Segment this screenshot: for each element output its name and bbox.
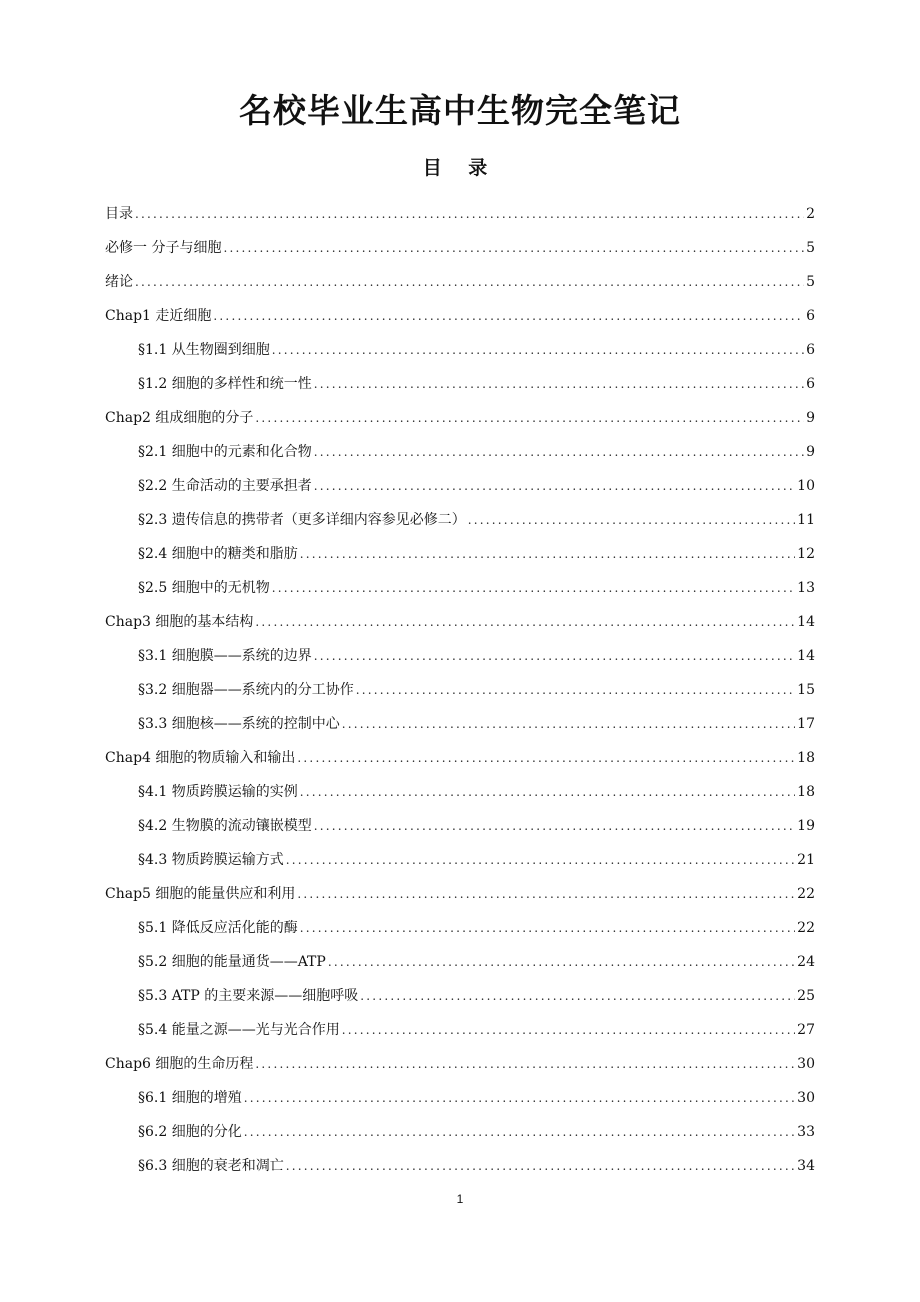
toc-entry-label: §2.5 细胞中的无机物: [138, 580, 270, 596]
toc-chapter-entry[interactable]: [105, 1050, 815, 1084]
toc-chapter-entry[interactable]: [105, 302, 815, 336]
toc-entry-page: 9: [806, 410, 815, 426]
toc-chapter-entry[interactable]: [105, 200, 815, 234]
toc-chapter-entry[interactable]: [105, 404, 815, 438]
toc-entry-label: §2.4 细胞中的糖类和脂肪: [138, 546, 298, 562]
toc-dot-leader: [300, 914, 795, 942]
toc-entry-page: 30: [797, 1056, 815, 1072]
toc-dot-leader: [135, 200, 804, 228]
toc-entry-page: 30: [797, 1090, 815, 1106]
toc-entry-label: §5.1 降低反应活化能的酶: [138, 920, 298, 936]
toc-chapter-entry[interactable]: [105, 744, 815, 778]
toc-section-entry[interactable]: [105, 1152, 815, 1186]
toc-section-entry[interactable]: [105, 574, 815, 608]
toc-entry-label: Chap5 细胞的能量供应和利用: [105, 886, 296, 902]
toc-entry-page: 12: [797, 546, 815, 562]
toc-entry-page: 14: [797, 614, 815, 630]
page-number: 1: [456, 1192, 464, 1206]
toc-entry-page: 5: [806, 240, 815, 256]
toc-entry-page: 22: [797, 920, 815, 936]
toc-entry-label: §5.3 ATP 的主要来源——细胞呼吸: [138, 988, 359, 1004]
toc-section-entry[interactable]: [105, 642, 815, 676]
toc-entry-label: §6.1 细胞的增殖: [138, 1090, 242, 1106]
toc-dot-leader: [300, 540, 795, 568]
toc-entry-label: Chap2 组成细胞的分子: [105, 410, 254, 426]
toc-dot-leader: [360, 982, 795, 1010]
toc-section-entry[interactable]: [105, 778, 815, 812]
toc-entry-page: 21: [797, 852, 815, 868]
toc-entry-page: 6: [806, 308, 815, 324]
toc-chapter-entry[interactable]: [105, 234, 815, 268]
toc-entry-page: 17: [797, 716, 815, 732]
toc-section-entry[interactable]: [105, 948, 815, 982]
toc-section-entry[interactable]: [105, 982, 815, 1016]
toc-heading: 目 录: [422, 157, 498, 179]
toc-entry-label: 绪论: [105, 274, 133, 290]
toc-dot-leader: [356, 676, 795, 704]
toc-dot-leader: [255, 1050, 795, 1078]
toc-entry-label: Chap3 细胞的基本结构: [105, 614, 254, 630]
toc-entry-label: §3.1 细胞膜——系统的边界: [138, 648, 312, 664]
toc-dot-leader: [468, 506, 795, 534]
toc-entry-label: §4.2 生物膜的流动镶嵌模型: [138, 818, 312, 834]
toc-dot-leader: [286, 846, 795, 874]
toc-dot-leader: [297, 880, 795, 908]
toc-entry-page: 24: [797, 954, 815, 970]
toc-section-entry[interactable]: [105, 1084, 815, 1118]
toc-section-entry[interactable]: [105, 1118, 815, 1152]
toc-dot-leader: [314, 438, 804, 466]
toc-dot-leader: [272, 336, 804, 364]
toc-entry-page: 6: [806, 342, 815, 358]
toc-entry-label: §6.2 细胞的分化: [138, 1124, 242, 1140]
toc-entry-label: §4.3 物质跨膜运输方式: [138, 852, 284, 868]
toc-entry-page: 2: [806, 206, 815, 222]
toc-dot-leader: [314, 472, 795, 500]
toc-dot-leader: [314, 642, 795, 670]
toc-entry-page: 33: [797, 1124, 815, 1140]
toc-section-entry[interactable]: [105, 506, 815, 540]
toc-entry-label: Chap1 走近细胞: [105, 308, 212, 324]
toc-entry-page: 25: [797, 988, 815, 1004]
document-title: 名校毕业生高中生物完全笔记: [239, 91, 681, 130]
toc-dot-leader: [328, 948, 795, 976]
table-of-contents: [105, 200, 815, 1186]
toc-section-entry[interactable]: [105, 438, 815, 472]
toc-section-entry[interactable]: [105, 812, 815, 846]
toc-entry-page: 11: [797, 512, 815, 528]
toc-entry-label: §1.1 从生物圈到细胞: [138, 342, 270, 358]
toc-dot-leader: [244, 1118, 795, 1146]
toc-entry-page: 19: [797, 818, 815, 834]
toc-dot-leader: [213, 302, 804, 330]
toc-entry-label: §2.2 生命活动的主要承担者: [138, 478, 312, 494]
toc-dot-leader: [314, 370, 804, 398]
toc-entry-page: 22: [797, 886, 815, 902]
toc-chapter-entry[interactable]: [105, 880, 815, 914]
toc-dot-leader: [255, 404, 804, 432]
toc-entry-page: 5: [806, 274, 815, 290]
toc-entry-label: Chap4 细胞的物质输入和输出: [105, 750, 296, 766]
toc-section-entry[interactable]: [105, 472, 815, 506]
toc-entry-page: 10: [797, 478, 815, 494]
toc-dot-leader: [286, 1152, 795, 1180]
toc-entry-page: 9: [806, 444, 815, 460]
toc-dot-leader: [342, 1016, 795, 1044]
toc-dot-leader: [244, 1084, 795, 1112]
toc-entry-page: 27: [797, 1022, 815, 1038]
toc-entry-label: Chap6 细胞的生命历程: [105, 1056, 254, 1072]
toc-chapter-entry[interactable]: [105, 608, 815, 642]
toc-entry-page: 18: [797, 784, 815, 800]
toc-entry-label: §6.3 细胞的衰老和凋亡: [138, 1158, 284, 1174]
toc-entry-label: §5.2 细胞的能量通货——ATP: [138, 954, 326, 970]
toc-dot-leader: [135, 268, 804, 296]
toc-entry-label: §2.1 细胞中的元素和化合物: [138, 444, 312, 460]
toc-dot-leader: [300, 778, 795, 806]
toc-entry-page: 13: [797, 580, 815, 596]
toc-dot-leader: [314, 812, 795, 840]
toc-entry-label: 目录: [105, 206, 133, 222]
toc-entry-label: 必修一 分子与细胞: [105, 240, 222, 256]
toc-chapter-entry[interactable]: [105, 268, 815, 302]
toc-section-entry[interactable]: [105, 540, 815, 574]
toc-section-entry[interactable]: [105, 676, 815, 710]
toc-entry-label: §3.2 细胞器——系统内的分工协作: [138, 682, 354, 698]
toc-entry-page: 15: [797, 682, 815, 698]
toc-entry-label: §4.1 物质跨膜运输的实例: [138, 784, 298, 800]
toc-dot-leader: [255, 608, 795, 636]
toc-entry-label: §5.4 能量之源——光与光合作用: [138, 1022, 340, 1038]
toc-entry-label: §3.3 细胞核——系统的控制中心: [138, 716, 340, 732]
toc-section-entry[interactable]: [105, 370, 815, 404]
toc-entry-label: §2.3 遗传信息的携带者（更多详细内容参见必修二）: [138, 512, 466, 528]
toc-entry-page: 34: [797, 1158, 815, 1174]
toc-dot-leader: [342, 710, 795, 738]
toc-dot-leader: [297, 744, 795, 772]
toc-section-entry[interactable]: [105, 914, 815, 948]
toc-dot-leader: [272, 574, 795, 602]
toc-section-entry[interactable]: [105, 846, 815, 880]
toc-entry-label: §1.2 细胞的多样性和统一性: [138, 376, 312, 392]
toc-entry-page: 6: [806, 376, 815, 392]
toc-entry-page: 14: [797, 648, 815, 664]
toc-dot-leader: [223, 234, 804, 262]
toc-section-entry[interactable]: [105, 1016, 815, 1050]
toc-section-entry[interactable]: [105, 336, 815, 370]
toc-section-entry[interactable]: [105, 710, 815, 744]
toc-entry-page: 18: [797, 750, 815, 766]
